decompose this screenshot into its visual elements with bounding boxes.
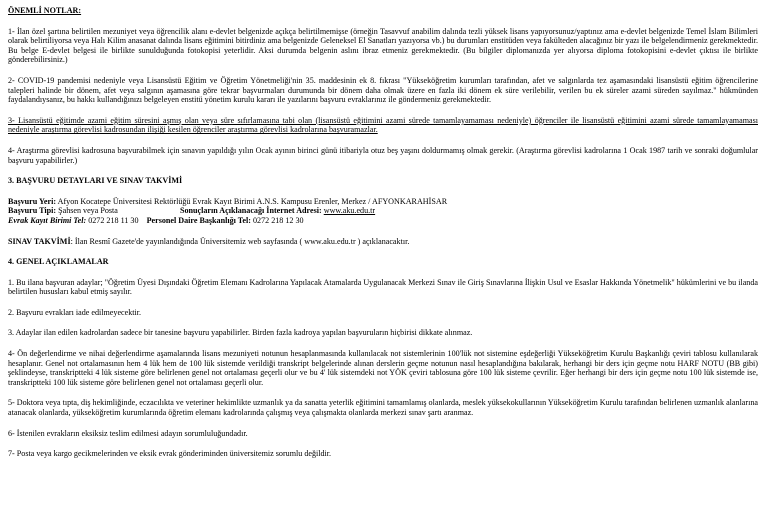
sinav-takvimi-row: [8, 237, 758, 247]
sonuclar-label: Sonuçların Açıklanacağı İnternet Adresi:: [179, 206, 322, 216]
personel-tel-value: 0272 218 12 30: [253, 215, 304, 225]
general-item-6: 6- İstenilen evrakların eksiksiz teslim edilmesi adayın sorumluluğundadır.: [8, 428, 248, 438]
basvuru-yeri-row: [8, 197, 758, 207]
note-3: 3- Lisansüstü eğitimde azami eğitim süresini aşmış olan veya süre sıfırlamasına tabi olan (lisansüstü eğitimini azami sürede tamamlayamaması nedeniyle) öğrenciler ile lisansüstü eğitimini azami sürede tamamlayamaması nedeniyle araştırma görevlisi kadrosundan ilişiği kesilen öğrenciler araştırma görevlisi kadrolarına başvuramazlar.: [8, 115, 758, 135]
note-1: 1- İlan özel şartına belirtilen mezuniyet veya öğrencilik alanı e-devlet belgenizde açıkça belirtilmemişse (örneğin Tasavvuf anabilim dalında tezli yüksek lisans yapıyorsunuz/yaptınız ama e-devlet belgenizde Temel İslam Bilimleri olarak belirtiliyorsa veya Halı Kilim anasanat dalında lisans eğitimini bitirdiniz ama belgenizde Geleneksel El Sanatları yazıyorsa vb.) bu durumları enstitüden veya fakülteden alacağınız bir yazı ile belgelendirmeniz gerekmektedir. Bu belge E-devlet belgesi ile birlikte sunulduğunda fotokopisi yeterlidir. Aksi durumda belgenin aslını ibraz etmeniz gerekmektedir. (Bu bilgiler diplomanızda yer alıyorsa diploma fotokopisini e-devlet çıktısı ile birlikte gönderebilirsiniz.): [8, 26, 758, 65]
telefon-row: [8, 216, 758, 226]
notes-heading: ÖNEMLİ NOTLAR:: [8, 6, 82, 15]
general-item-1: 1. Bu ilana başvuran adaylar; "Öğretim Üyesi Dışındaki Öğretim Elemanı Kadrolarına Yapılacak Atamalarda Uygulanacak Merkezi Sınav ile Giriş Sınavlarına İlişkin Usul ve Esaslar Hakkında Yönetmelik" hükümlerini ve bu ilanda belirtilen hususları kabul etmiş sayılır.: [8, 277, 758, 297]
sinav-takvimi-label: SINAV TAKVİMİ: [8, 236, 71, 246]
general-item-3: 3. Adaylar ilan edilen kadrolardan sadece bir tanesine başvuru yapabilirler. Birden fazla kadroya yapılan başvuruların hiçbirisi dikkate alınmaz.: [8, 328, 473, 338]
sonuclar-link[interactable]: www.aku.edu.tr: [323, 206, 376, 216]
basvuru-tipi-row: [8, 206, 758, 216]
basvuru-yeri-value: Afyon Kocatepe Üniversitesi Rektörlüğü Evrak Kayıt Birimi A.N.S. Kampusu Erenler, Merkez / AFYONKARAHİSAR: [57, 196, 448, 206]
evrak-tel-label: Evrak Kayıt Birimi Tel:: [8, 215, 87, 225]
evrak-tel-value: 0272 218 11 30: [88, 215, 139, 225]
general-item-4: 4- Ön değerlendirme ve nihai değerlendirme aşamalarında lisans mezuniyeti notunun hesaplanmasında kullanılacak not sistemlerinin 100'lük not sistemine eşdeğerliği Yükseköğretim Kurulu Başkanlığı çeviri tablosu kullanılarak hesaplanır. Genel not ortalamasının hem 4 lük hem de 100 lük sistemde verildiği transkript belgelerinde alınan derslerin geçme notunun nasıl hesaplandığına bakılarak, herhangi bir ders için geçme notu HARF NOTU (BB gibi) şeklindeyse, transkriptteki 4 lük sisteme göre belirlenen genel not ortalaması geçerli olur ve bu 4' lük sistemdeki not YÖK çeviri tablosuna göre 100 lük sisteme çevrilir. Eğer herhangi bir ders için geçme notu 100 lük sistemde ise, transkriptteki 100 lük sisteme göre belirlenen genel not ortalaması geçerli olur.: [8, 349, 758, 387]
personel-tel-label: Personel Daire Başkanlığı Tel:: [146, 215, 251, 225]
note-4: 4- Araştırma görevlisi kadrosuna başvurabilmek için sınavın yapıldığı yılın Ocak ayının birinci günü itibariyla otuz beş yaşını doldurmamış olmak gerekir. (Araştırma görevlisi kadrolarına 1 Ocak 1987 tarih ve sonraki doğumlular başvuru yapabilirler.): [8, 145, 758, 165]
basvuru-yeri-label: Başvuru Yeri:: [8, 196, 57, 206]
basvuru-tipi-label: Başvuru Tipi:: [8, 206, 57, 216]
section-3-title: 3. BAŞVURU DETAYLARI VE SINAV TAKVİMİ: [8, 176, 183, 186]
general-item-7: 7- Posta veya kargo gecikmelerinden ve eksik evrak gönderiminden üniversitemiz sorumlu değildir.: [8, 449, 332, 459]
section-4-title: 4. GENEL AÇIKLAMALAR: [8, 257, 109, 267]
note-2: 2- COVID-19 pandemisi nedeniyle veya Lisansüstü Eğitim ve Öğretim Yönetmeliği'nin 35. maddesinin ek 8. fıkrası "Yükseköğretim kurumları tarafından, afet ve salgınlarda tez aşamasındaki lisansüstü eğitim öğrencilerine talepleri halinde bir dönem, afet veya salgının aşamasına göre tekrar başvurmaları durumunda bir dönem daha olmak üzere en fazla iki dönem ek süre verilebilir, verilen bu ek süreler azami süreden sayılmaz." hükmünden faydalandıysanız, bu hakkı kullandığınızı belgeleyen enstitü yönetim kurulu kararı ile yazılarını başvuru evraklarınız ile göndermeniz gerekmektedir.: [8, 75, 758, 105]
sinav-takvimi-value: : İlan Resmî Gazete'de yayınlandığında Üniversitemiz web sayfasında ( www.aku.edu.tr ) açıklanacaktır.: [70, 236, 410, 246]
general-item-2: 2. Başvuru evrakları iade edilmeyecektir.: [8, 307, 142, 317]
basvuru-tipi-value: Şahsen veya Posta: [58, 206, 118, 216]
document-page: [8, 0, 758, 459]
general-item-5: 5- Doktora veya tıpta, diş hekimliğinde, eczacılıkta ve veteriner hekimlikte uzmanlık ya da sanatta yeterlik eğitimini tamamlamış olanlarda, meslek yüksekokullarının Yükseköğretim Kurulu tarafından belirlenen uzmanlık alanlarına atanacak olanlarda, yükseköğretim kurumlarında öğretim elemanı kadrolarında çalışmış veya çalışmakta olanlarda merkezi sınav şartı aranmaz.: [8, 398, 758, 418]
